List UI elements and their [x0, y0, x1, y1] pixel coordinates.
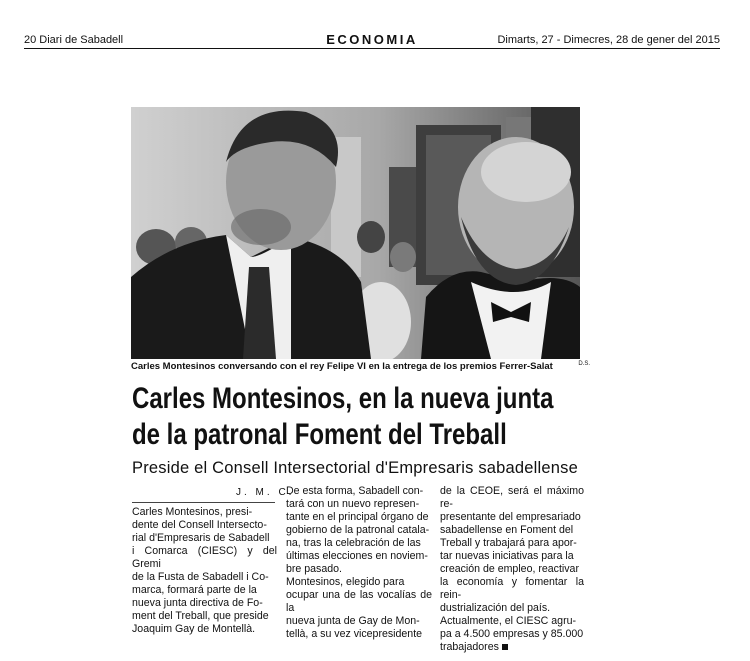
article-headline — [132, 381, 554, 453]
photo-caption — [131, 361, 590, 372]
article-photo — [131, 107, 580, 359]
article-column-2: De esta forma, Sabadell con- tará con un nuevo represen- tante en el principal órgano de gobierno de la patronal catala- na, tras la celebración de las últimas elecciones en noviem- bre pasado. Montesinos, elegido para ocupar una de las vocalías de la nueva junta de Gay de Mon- tellà, a su vez vicepresidente — [286, 485, 432, 640]
end-of-article-mark — [502, 644, 508, 650]
issue-date: Dimarts, 27 - Dimecres, 28 de gener del 2015 — [497, 34, 720, 46]
section-title: ECONOMIA — [326, 32, 418, 47]
author-rule — [132, 502, 275, 503]
caption-text: Carles Montesinos conversando con el rey Felipe VI en la entrega de los premios Ferrer-Salat — [131, 361, 553, 372]
article-column-3 — [440, 485, 584, 654]
headline-line-1: Carles Montesinos, en la nueva junta — [132, 382, 554, 415]
page-number-and-paper: 20 Diari de Sabadell — [24, 34, 124, 46]
photo-credit: D.S. — [578, 361, 590, 367]
headline-line-2: de la patronal Foment del Treball — [132, 418, 507, 451]
column-3-text: de la CEOE, será el máximo re- presentante del empresariado sabadellense en Foment del Treball y trabajará para apor- tar nuevas iniciativas para la creación de empleo, reactivar la economía y fomentar la rein- dustrialización del país. Actualmente, el CIESC agru- pa a 4.500 empresas y 85.000 trabajadores — [440, 485, 584, 653]
header-rule — [24, 48, 720, 49]
article-subheadline: Preside el Consell Intersectorial d'Empresaris sabadellense — [132, 459, 578, 477]
article-author: J. M. C. — [236, 487, 295, 498]
article-column-1: Carles Montesinos, presi- dente del Consell Intersecto- rial d'Empresaris de Sabadell i Comarca (CIESC) y del Gremi de la Fusta de Sabadell i Co- marca, formará parte de la nueva junta directiva de Fo- ment del Treball, que preside Joaquim Gay de Montellà. — [132, 506, 277, 635]
page-header — [24, 32, 720, 48]
photo-illustration — [131, 107, 580, 359]
